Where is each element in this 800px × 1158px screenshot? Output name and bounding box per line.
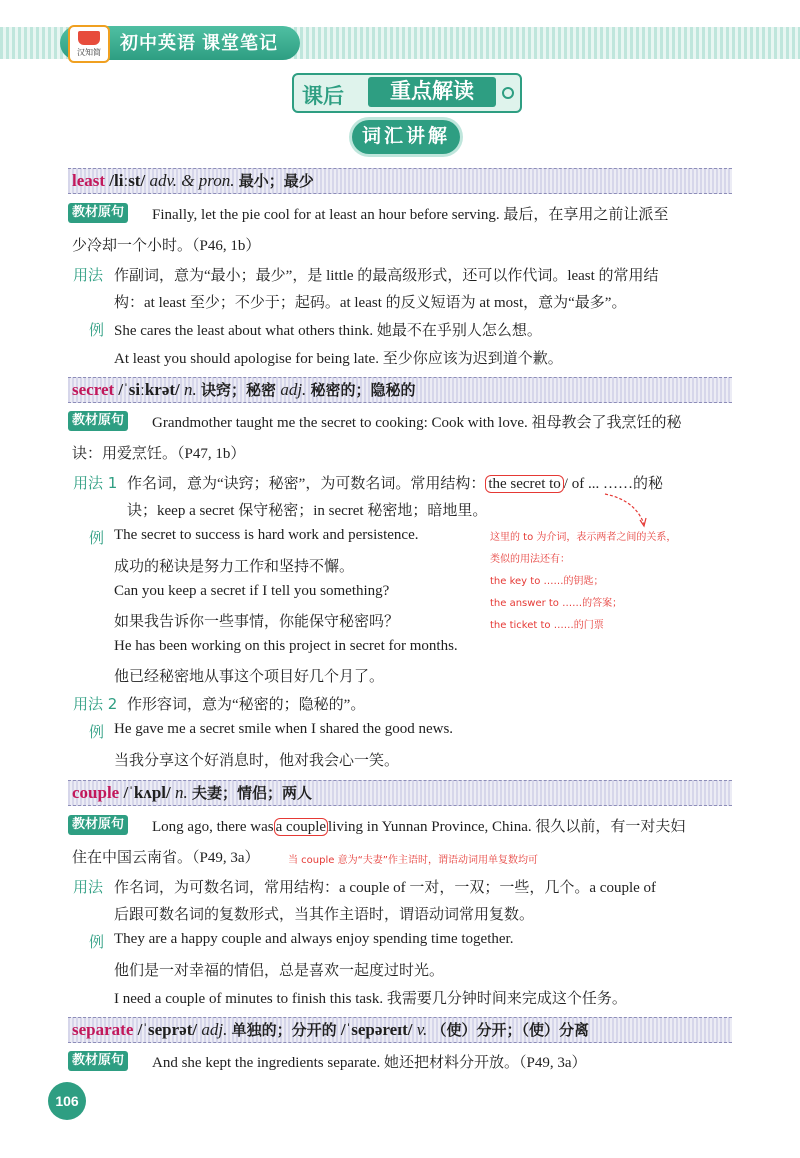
entry-header-secret xyxy=(68,377,732,403)
example-2: Can you keep a secret if I tell you something? xyxy=(114,583,390,599)
handwritten-note: 当 couple 意为“夫妻”作主语时，谓语动词用单复数均可 xyxy=(288,855,538,866)
source-sentence: And she kept the ingredients separate. 她还把材料分开放。（P49, 3a） xyxy=(152,1055,587,1071)
example-3-cn: 他已经秘密地从事这个项目好几个月了。 xyxy=(114,669,385,685)
usage-text-cont: 构：at least 至少；不少于；起码。at least 的反义短语为 at most，意为“最多”。 xyxy=(114,295,627,311)
source-part-a: Long ago, there was xyxy=(152,819,274,835)
publisher-logo xyxy=(68,25,110,63)
annotation-arrow xyxy=(600,490,650,530)
entry-header-least xyxy=(68,168,732,194)
pos-2: v. xyxy=(416,1020,428,1039)
handwritten-note-2: 类似的用法还有： xyxy=(490,554,570,565)
headword: separate xyxy=(72,1020,134,1039)
source-tag: 教材原句 xyxy=(68,411,128,431)
usage-1-text-cont: 诀；keep a secret 保守秘密；in secret 秘密地；暗地里。 xyxy=(127,503,488,519)
usage-1-main: 作名词，意为“诀窍；秘密”，为可数名词。常用结构： xyxy=(127,476,486,492)
source-sentence: Finally, let the pie cool for at least an hour before serving. 最后，在享用之前让派至 xyxy=(152,207,669,223)
source-sentence: Grandmother taught me the secret to cooking: Cook with love. 祖母教会了我烹饪的秘 xyxy=(152,415,682,431)
entry-header-couple xyxy=(68,780,732,806)
example-2: I need a couple of minutes to finish this task. 我需要几分钟时间来完成这个任务。 xyxy=(114,991,627,1007)
usage-1-text xyxy=(127,472,663,493)
usage-label: 用法 xyxy=(73,878,104,896)
usage-1-tail: / of ... ……的秘 xyxy=(563,476,663,492)
example-3: He has been working on this project in secret for months. xyxy=(114,638,458,654)
headword: secret xyxy=(72,380,115,399)
example-4: He gave me a secret smile when I shared the good news. xyxy=(114,721,454,737)
meaning: 单独的；分开的 xyxy=(231,1021,337,1039)
meaning: 最小；最少 xyxy=(238,172,314,190)
book-icon xyxy=(78,31,100,45)
phonetic-2: /ˈsepəreɪt/ xyxy=(340,1020,413,1039)
phonetic: /ˈseprət/ xyxy=(137,1020,198,1039)
pos: adj. xyxy=(201,1020,228,1039)
example-4-cn: 当我分享这个好消息时，他对我会心一笑。 xyxy=(114,753,400,769)
example-label: 例 xyxy=(89,321,105,339)
pos: n. xyxy=(184,380,197,399)
source-part-b: living in Yunnan Province, China. 很久以前，有一对夫妇 xyxy=(328,819,686,835)
handwritten-note-3: the key to ……的钥匙； xyxy=(490,576,604,587)
handwritten-note-4: the answer to ……的答案； xyxy=(490,598,623,609)
usage-text-cont: 后跟可数名词的复数形式，当其作主语时，谓语动词常用复数。 xyxy=(114,907,535,923)
example-label: 例 xyxy=(89,933,105,951)
example-2: At least you should apologise for being late. 至少你应该为迟到道个歉。 xyxy=(114,351,563,367)
usage-label: 用法 xyxy=(73,266,104,284)
magnifier-icon xyxy=(502,87,514,99)
example-label: 例 xyxy=(89,723,105,741)
section-title: 词汇讲解 xyxy=(352,120,460,154)
example-1: The secret to success is hard work and persistence. xyxy=(114,527,419,543)
usage-1-label: 用法 1 xyxy=(73,474,118,492)
meaning-2: 秘密的；隐秘的 xyxy=(310,381,416,399)
handwritten-note-5: the ticket to ……的门票 xyxy=(490,620,604,631)
pos-2: adj. xyxy=(280,380,307,399)
pos: n. xyxy=(174,783,188,802)
usage-2-text: 作形容词，意为“秘密的；隐秘的”。 xyxy=(127,697,366,713)
source-sentence xyxy=(152,815,685,836)
source-sentence-cont: 少冷却一个小时。（P46, 1b） xyxy=(72,238,261,254)
phonetic: /liːst/ xyxy=(109,171,146,190)
example-2-cn: 如果我告诉你一些事情，你能保守秘密吗？ xyxy=(114,614,400,630)
example-1: She cares the least about what others think. 她最不在乎别人怎么想。 xyxy=(114,323,542,339)
example-label: 例 xyxy=(89,529,105,547)
logo-text: 汉知简 xyxy=(77,48,101,57)
example-1: They are a happy couple and always enjoy spending time together. xyxy=(114,931,514,947)
circled-phrase: a couple xyxy=(275,819,327,835)
entry-header-separate xyxy=(68,1017,732,1043)
source-tag: 教材原句 xyxy=(68,815,128,835)
source-sentence-cont: 诀：用爱烹饪。（P47, 1b） xyxy=(72,446,246,462)
banner-right: 重点解读 xyxy=(368,77,496,107)
source-tag: 教材原句 xyxy=(68,203,128,223)
meaning: 诀窍；秘密 xyxy=(201,381,277,399)
page-number: 106 xyxy=(48,1082,86,1120)
headword: couple xyxy=(72,783,120,802)
header-title: 初中英语 课堂笔记 xyxy=(60,26,300,60)
phonetic: /ˈsiːkrət/ xyxy=(118,380,180,399)
pos: adv. & pron. xyxy=(149,171,235,190)
usage-2-label: 用法 2 xyxy=(73,695,118,713)
example-1-cn: 他们是一对幸福的情侣，总是喜欢一起度过时光。 xyxy=(114,963,445,979)
source-sentence-cont: 住在中国云南省。（P49, 3a） xyxy=(72,850,260,866)
circled-phrase: the secret to xyxy=(485,475,563,493)
phonetic: /ˈkʌpl/ xyxy=(123,783,171,802)
source-tag: 教材原句 xyxy=(68,1051,128,1071)
section-banner xyxy=(292,73,522,113)
usage-text: 作名词，为可数名词，常用结构：a couple of 一对，一双；一些，几个。a couple of xyxy=(114,880,657,896)
handwritten-note-1: 这里的 to 为介词，表示两者之间的关系， xyxy=(490,532,677,543)
usage-text: 作副词，意为“最小；最少”，是 little 的最高级形式，还可以作代词。least 的常用结 xyxy=(114,268,659,284)
headword: least xyxy=(72,171,106,190)
meaning-2: （使）分开；（使）分离 xyxy=(431,1021,590,1039)
meaning: 夫妻；情侣；两人 xyxy=(191,784,312,802)
example-1-cn: 成功的秘诀是努力工作和坚持不懈。 xyxy=(114,559,355,575)
banner-left: 课后 xyxy=(302,85,344,108)
